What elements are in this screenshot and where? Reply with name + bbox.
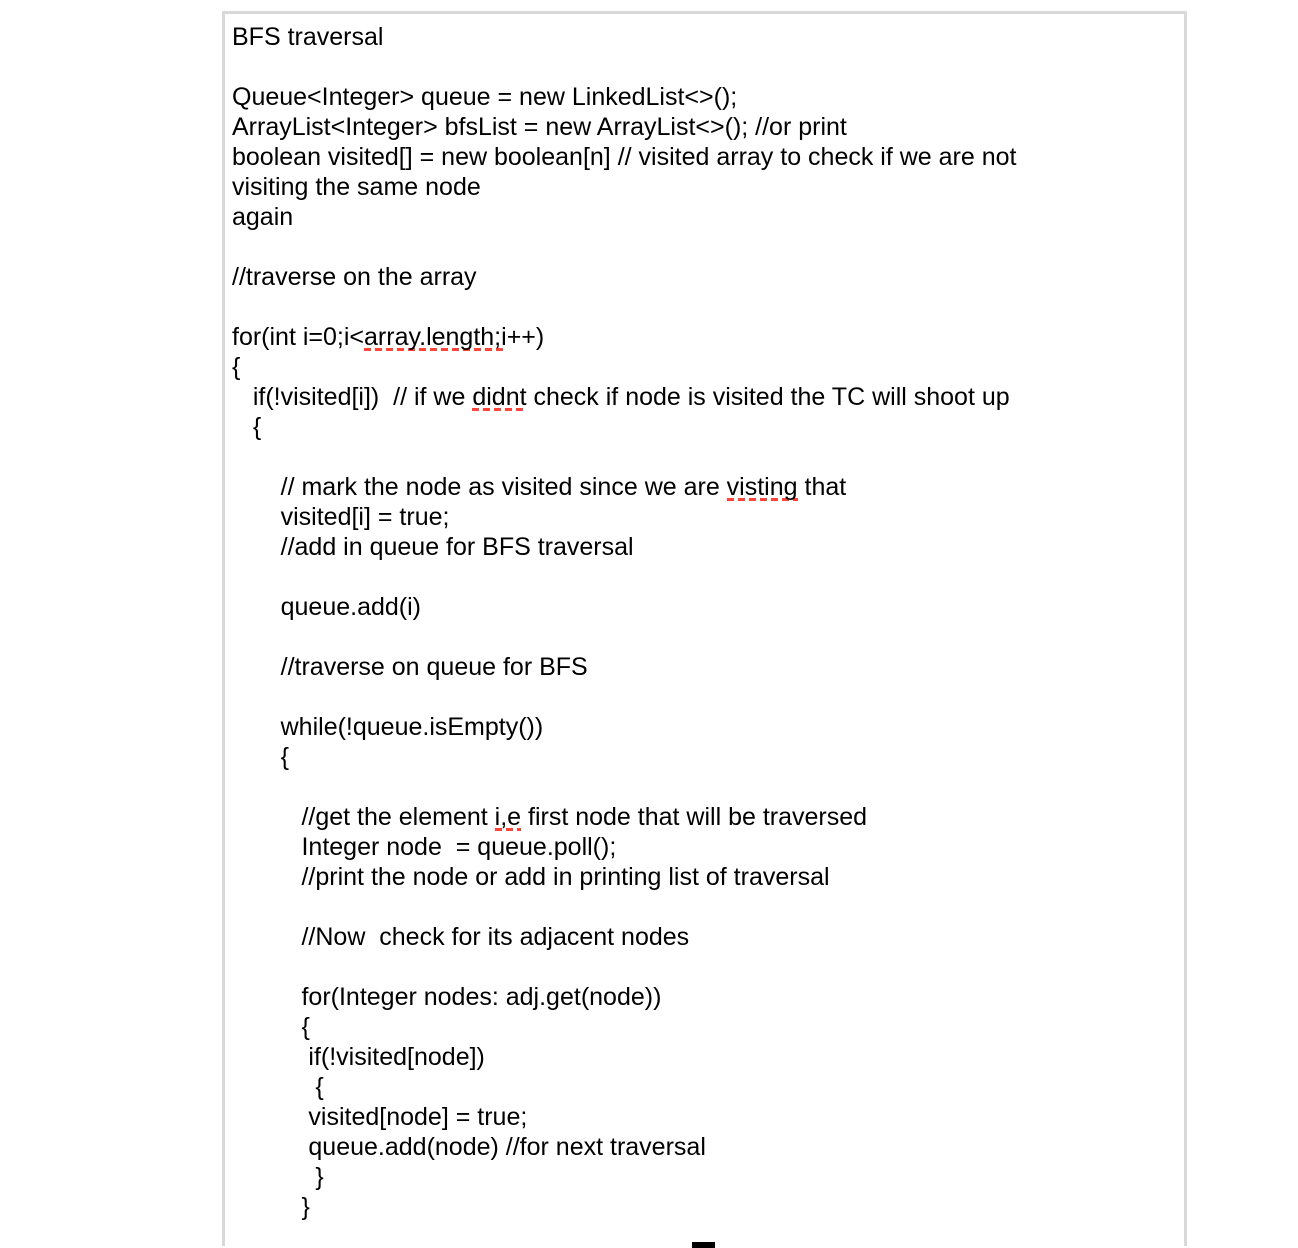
text-segment: //get the element [232, 803, 495, 831]
text-segment: } [232, 1193, 310, 1221]
text-line [232, 322, 1174, 352]
text-line [232, 22, 1174, 52]
text-segment: // mark the node as visited since we are [232, 473, 727, 501]
text-line [232, 982, 1174, 1012]
text-segment: { [232, 413, 262, 441]
text-line [232, 352, 1174, 382]
text-segment: //print the node or add in printing list of traversal [232, 863, 830, 891]
text-segment: Queue<Integer> queue = new LinkedList<>(); [232, 83, 738, 111]
text-line [232, 412, 1174, 442]
text-segment: if(!visited[i]) // if we [232, 383, 473, 411]
text-segment: //add in queue for BFS traversal [232, 533, 634, 561]
divider-bar [692, 1242, 715, 1248]
text-segment: visiting the same node [232, 173, 481, 201]
text-segment: again [232, 203, 294, 231]
text-line [232, 742, 1174, 772]
text-line [232, 82, 1174, 112]
text-segment: ++) [506, 323, 545, 351]
text-segment: that [797, 473, 847, 501]
text-line [232, 292, 1174, 322]
text-line [232, 1012, 1174, 1042]
text-segment: { [232, 353, 241, 381]
text-segment: first node that will be traversed [521, 803, 868, 831]
text-line [232, 1192, 1174, 1222]
text-line [232, 502, 1174, 532]
misspelled-word: array.length;i [364, 323, 507, 351]
text-segment: { [232, 743, 289, 771]
text-segment: while(!queue.isEmpty()) [232, 713, 544, 741]
text-segment: //traverse on queue for BFS [232, 653, 588, 681]
text-line [232, 1042, 1174, 1072]
text-line [232, 832, 1174, 862]
text-line [232, 892, 1174, 922]
text-line [232, 1072, 1174, 1102]
text-line [232, 592, 1174, 622]
text-segment: { [232, 1073, 324, 1101]
text-line [232, 112, 1174, 142]
text-line [232, 232, 1174, 262]
text-line [232, 52, 1174, 82]
text-segment: ArrayList<Integer> bfsList = new ArrayList<>(); //or print [232, 113, 847, 141]
text-segment: for(Integer nodes: adj.get(node)) [232, 983, 662, 1011]
text-segment: visited[i] = true; [232, 503, 450, 531]
misspelled-word: didnt [472, 383, 527, 411]
text-segment: Integer node = queue.poll(); [232, 833, 617, 861]
misspelled-word: visting [726, 473, 798, 501]
text-segment: queue.add(node) //for next traversal [232, 1133, 706, 1161]
text-line [232, 622, 1174, 652]
text-line [232, 202, 1174, 232]
text-line [232, 472, 1174, 502]
text-segment: if(!visited[node]) [232, 1043, 485, 1071]
text-line [232, 712, 1174, 742]
text-line [232, 952, 1174, 982]
text-segment: BFS traversal [232, 23, 384, 51]
text-line [232, 1102, 1174, 1132]
text-line [232, 772, 1174, 802]
text-line [232, 532, 1174, 562]
text-segment: queue.add(i) [232, 593, 422, 621]
text-segment: //Now check for its adjacent nodes [232, 923, 690, 951]
text-line [232, 1132, 1174, 1162]
text-segment: boolean visited[] = new boolean[n] // visited array to check if we are not [232, 143, 1017, 171]
document-page[interactable] [222, 11, 1187, 1246]
text-line [232, 802, 1174, 832]
text-line [232, 172, 1174, 202]
text-line [232, 1162, 1174, 1192]
text-segment: } [232, 1163, 324, 1191]
text-segment: check if node is visited the TC will shoot up [526, 383, 1010, 411]
text-line [232, 262, 1174, 292]
misspelled-word: i,e [494, 803, 522, 831]
text-line [232, 862, 1174, 892]
text-segment: for(int i=0;i< [232, 323, 365, 351]
text-line [232, 922, 1174, 952]
text-segment: //traverse on the array [232, 263, 477, 291]
text-line [232, 382, 1174, 412]
text-segment: { [232, 1013, 310, 1041]
text-segment: visited[node] = true; [232, 1103, 528, 1131]
document-body [232, 22, 1174, 1222]
text-line [232, 682, 1174, 712]
text-line [232, 142, 1174, 172]
text-line [232, 652, 1174, 682]
text-line [232, 562, 1174, 592]
text-line [232, 442, 1174, 472]
